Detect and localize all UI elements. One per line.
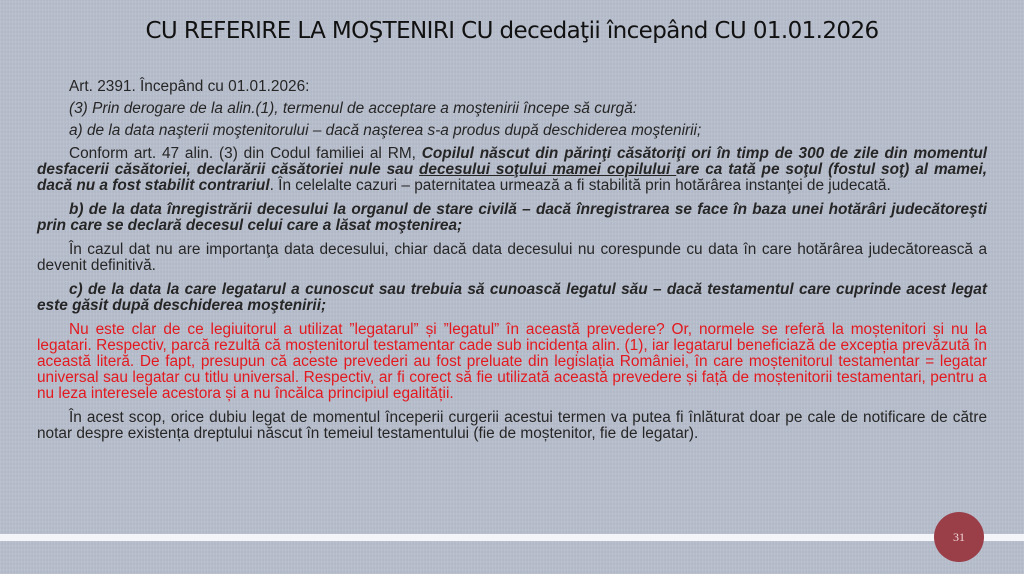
family-code-lead: Conform art. 47 alin. (3) din Codul familiei al RM, (69, 145, 422, 162)
conclusion: În acest scop, orice dubiu legat de momentul începerii curgerii acestui termen va putea fi înlăturat doar pe cale de notificare de către notar despre existența dreptului născut în temeiul testamentului (fie de moștenitor, fie de legatar). (37, 409, 987, 442)
page-number-badge (934, 512, 984, 562)
family-code-tail: . În celelalte cazuri – paternitatea urmează a fi stabilită prin hotărârea instanţei de judecată. (269, 177, 891, 194)
family-code-underlined: decesului soţului mamei copilului (419, 161, 677, 178)
slide-body (37, 76, 987, 448)
page-number: 31 (953, 529, 965, 544)
slide-title: CU REFERIRE LA MOŞTENIRI CU decedaţii începând CU 01.01.2026 (145, 18, 879, 44)
note-point-b: În cazul dat nu are importanţa data decesului, chiar dacă data decesului nu corespunde cu data în care hotărârea judecătorească a devenit definitivă. (37, 241, 987, 274)
family-code-rule-end: are ca tată pe soţul (fostul soţ) al mamei, dacă nu a fost stabilit contrariul (37, 161, 987, 194)
family-code-rule: Copilul născut din părinţi căsătoriţi ori în timp de 300 de zile din momentul desfacerii căsătoriei, declarării căsătoriei nule sau (37, 145, 987, 178)
article-heading: Art. 2391. Începând cu 01.01.2026: (69, 78, 310, 95)
commentary-red: Nu este clar de ce legiuitorul a utilizat ”legatarul” și ”legatul” în această prevedere? Or, normele se referă la moștenitori și nu la legatari. Respectiv, parcă rezultă că moștenitorul testamentar cade sub incidența alin. (1), iar legatarul beneficiază de excepția prevăzută în această literă. De fapt, presupun că aceste prevederi au fost preluate din legislația României, în care moștenitorul testamentar = legatar universal sau legatar cu titlu universal. Respectiv, ar fi corect să fie utilizată această prevedere și față de moștenitorii testamentari, pentru a nu leza interesele acestora și a nu încălca principiul egalității. (37, 321, 987, 402)
footer-divider (0, 534, 1024, 541)
paragraph-3: (3) Prin derogare de la alin.(1), termenul de acceptare a moştenirii începe să curgă: (69, 100, 638, 117)
family-code-reference (37, 146, 987, 194)
point-c: c) de la data la care legatarul a cunoscut sau trebuia să cunoască legatul său – dacă testamentul care cuprinde acest legat este găsit după deschiderea moştenirii; (37, 281, 987, 314)
point-a: a) de la data naşterii moştenitorului – dacă naşterea s-a produs după deschiderea moştenirii; (69, 122, 702, 139)
point-b: b) de la data înregistrării decesului la organul de stare civilă – dacă înregistrarea se face în baza unei hotărâri judecătoreşti prin care se declară decesul celui care a lăsat moştenirea; (37, 201, 987, 234)
